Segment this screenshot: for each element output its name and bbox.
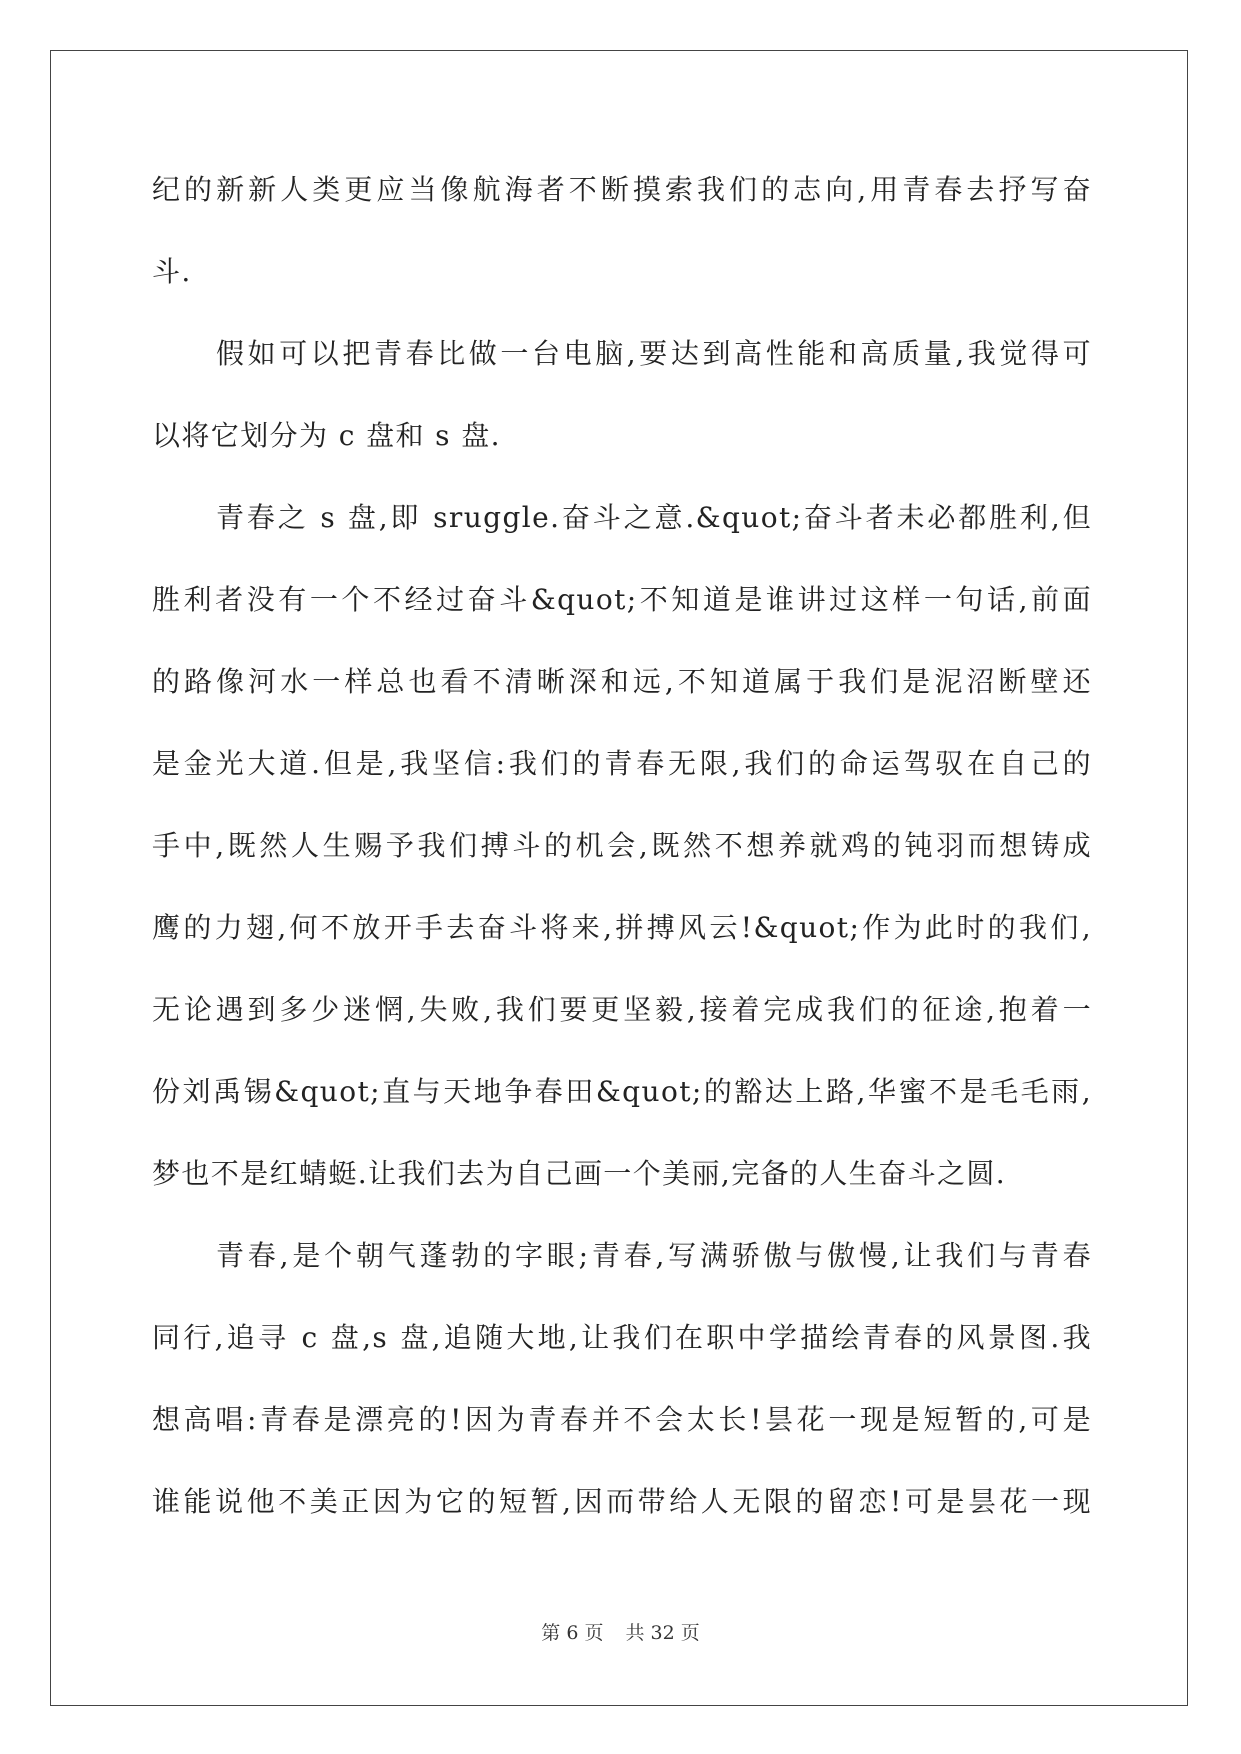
page-footer: [0, 1618, 1241, 1645]
text-line: 份刘禹锡&quot;直与天地争春田&quot;的豁达上路,华蜜不是毛毛雨,: [152, 1075, 1092, 1108]
page-total: 共 32 页: [625, 1622, 700, 1644]
text-line: 手中,既然人生赐予我们搏斗的机会,既然不想养就鸡的钝羽而想铸成: [152, 829, 1092, 862]
text-line: 想高唱:青春是漂亮的!因为青春并不会太长!昙花一现是短暂的,可是: [152, 1403, 1092, 1436]
text-line: 梦也不是红蜻蜓.让我们去为自己画一个美丽,完备的人生奋斗之圆.: [152, 1157, 1007, 1190]
text-line: 纪的新新人类更应当像航海者不断摸索我们的志向,用青春去抒写奋: [152, 173, 1092, 206]
text-line: 假如可以把青春比做一台电脑,要达到高性能和高质量,我觉得可: [216, 337, 1092, 370]
text-line: 斗.: [152, 255, 192, 288]
text-line: 无论遇到多少迷惘,失败,我们要更坚毅,接着完成我们的征途,抱着一: [152, 993, 1092, 1026]
text-line: 谁能说他不美正因为它的短暂,因而带给人无限的留恋!可是昙花一现: [152, 1485, 1092, 1518]
text-line: 的路像河水一样总也看不清晰深和远,不知道属于我们是泥沼断壁还: [152, 665, 1092, 698]
text-line: 同行,追寻 c 盘,s 盘,追随大地,让我们在职中学描绘青春的风景图.我: [152, 1321, 1092, 1354]
page-number: 第 6 页: [541, 1622, 604, 1644]
text-line: 是金光大道.但是,我坚信:我们的青春无限,我们的命运驾驭在自己的: [152, 747, 1092, 780]
text-line: 胜利者没有一个不经过奋斗&quot;不知道是谁讲过这样一句话,前面: [152, 583, 1092, 616]
text-line: 以将它划分为 c 盘和 s 盘.: [152, 419, 501, 452]
text-line: 青春,是个朝气蓬勃的字眼;青春,写满骄傲与傲慢,让我们与青春: [216, 1239, 1092, 1272]
text-line: 青春之 s 盘,即 sruggle.奋斗之意.&quot;奋斗者未必都胜利,但: [216, 501, 1092, 534]
text-line: 鹰的力翅,何不放开手去奋斗将来,拼搏风云!&quot;作为此时的我们,: [152, 911, 1092, 944]
document-body: [152, 160, 1092, 1554]
